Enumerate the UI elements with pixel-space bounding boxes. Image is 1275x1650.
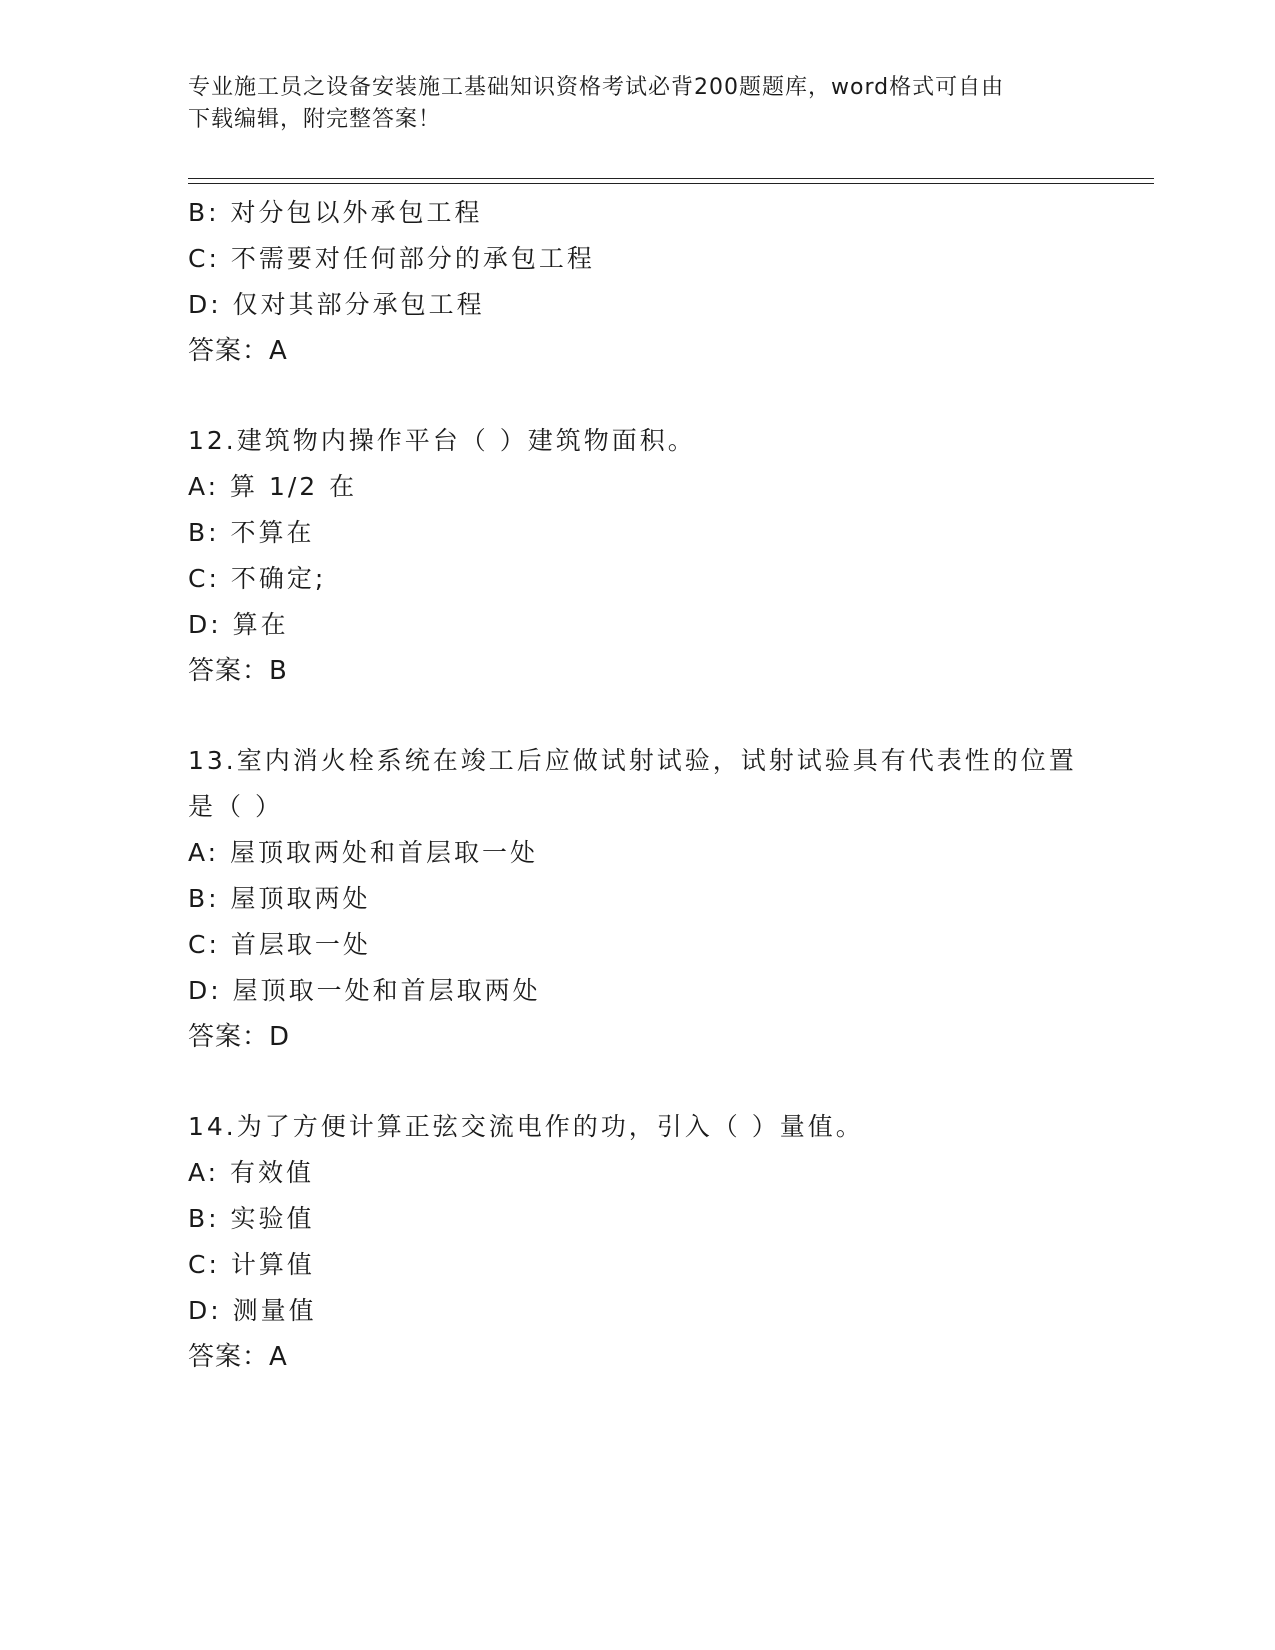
header-divider-top [188, 178, 1154, 179]
question-text: 14.为了方便计算正弦交流电作的功，引入（ ）量值。 [188, 1112, 864, 1141]
option-b: B: 不算在 [188, 518, 315, 547]
option-b: B: 屋顶取两处 [188, 884, 371, 913]
answer-line: 答案：A [188, 336, 288, 366]
question-14 [188, 1104, 1078, 1380]
option-b: B: 对分包以外承包工程 [188, 198, 483, 227]
option-d: D: 屋顶取一处和首层取两处 [188, 976, 541, 1005]
question-12 [188, 418, 1078, 694]
answer-line: 答案：D [188, 1022, 291, 1052]
option-c: C: 计算值 [188, 1250, 315, 1279]
option-a: A: 有效值 [188, 1158, 315, 1187]
option-c: C: 不确定; [188, 564, 327, 593]
answer-line: 答案：B [188, 656, 288, 686]
question-partial [188, 190, 1078, 374]
option-d: D: 测量值 [188, 1296, 317, 1325]
header-divider-bottom [188, 183, 1154, 184]
question-13 [188, 738, 1078, 1060]
question-list [188, 190, 1078, 1380]
option-d: D: 仅对其部分承包工程 [188, 290, 485, 319]
option-b: B: 实验值 [188, 1204, 315, 1233]
question-text: 12.建筑物内操作平台（ ）建筑物面积。 [188, 426, 696, 455]
option-c: C: 首层取一处 [188, 930, 371, 959]
question-text: 13.室内消火栓系统在竣工后应做试射试验，试射试验具有代表性的位置是（ ） [188, 746, 1077, 821]
option-d: D: 算在 [188, 610, 289, 639]
document-header: 专业施工员之设备安装施工基础知识资格考试必背200题题库，word格式可自由 下载编辑，附完整答案！ [188, 75, 1005, 132]
option-a: A: 屋顶取两处和首层取一处 [188, 838, 539, 867]
option-c: C: 不需要对任何部分的承包工程 [188, 244, 595, 273]
answer-line: 答案：A [188, 1342, 288, 1372]
option-a: A: 算 1/2 在 [188, 472, 358, 501]
